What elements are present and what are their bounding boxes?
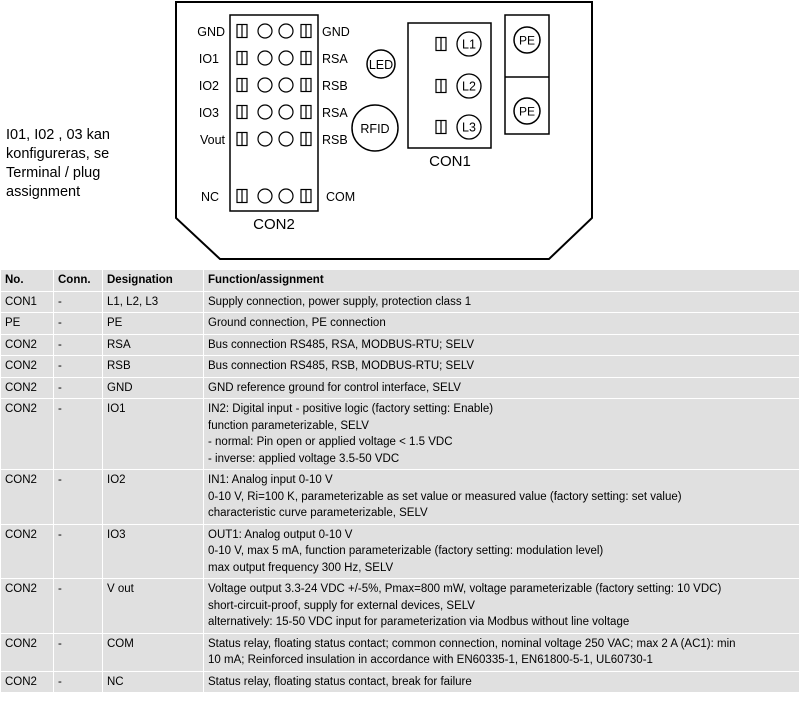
table-body	[1, 291, 800, 693]
function-line: 0-10 V, Ri=100 K, parameterizable as set value or measured value (factory setting: set value)	[208, 490, 682, 503]
function-line: Voltage output 3.3-24 VDC +/-5%, Pmax=800 mW, voltage parameterizable (factory setting: 10 VDC)	[208, 583, 722, 595]
con2-plug-pin	[237, 25, 247, 38]
side-note-line: Terminal / plug	[6, 165, 101, 181]
table-row	[1, 334, 800, 356]
table-row	[1, 356, 800, 378]
pe-label-1: PE	[518, 33, 536, 48]
function-line: IN2: Digital input - positive logic (factory setting: Enable)	[208, 403, 494, 415]
cell-designation: PE	[103, 313, 204, 335]
table-row	[1, 399, 800, 470]
header-designation: Designation	[103, 270, 204, 292]
con2-screw-terminal	[279, 105, 293, 119]
cell-designation: NC	[103, 671, 204, 693]
cell-no: CON2	[1, 470, 54, 525]
function-line: Supply connection, power supply, protection class 1	[208, 295, 472, 308]
cell-designation: L1, L2, L3	[103, 291, 204, 313]
cell-function	[204, 334, 800, 356]
cell-no: CON2	[1, 377, 54, 399]
con2-label-io3: IO3	[198, 106, 219, 120]
con2-screw-terminal	[279, 51, 293, 65]
cell-function	[204, 470, 800, 525]
con2-plug-pin	[237, 52, 247, 65]
cell-function	[204, 579, 800, 634]
con1-plug-pin	[436, 38, 446, 51]
cell-no: CON2	[1, 356, 54, 378]
cell-conn: -	[54, 377, 103, 399]
con2-plug-pin	[301, 79, 311, 92]
function-line: Ground connection, PE connection	[208, 317, 386, 329]
con2-plug-pin	[301, 25, 311, 38]
side-note-line: konfigureras, se	[6, 146, 110, 162]
cell-function	[204, 524, 800, 579]
cell-conn: -	[54, 313, 103, 335]
cell-conn: -	[54, 579, 103, 634]
cell-conn: -	[54, 524, 103, 579]
cell-conn: -	[54, 633, 103, 671]
con2-plug-pin	[301, 190, 311, 203]
table-row	[1, 291, 800, 313]
cell-no: CON2	[1, 334, 54, 356]
cell-designation: IO2	[103, 470, 204, 525]
header-no: No.	[1, 270, 54, 292]
con2-plug-pin	[301, 52, 311, 65]
function-line: Bus connection RS485, RSB, MODBUS-RTU; SELV	[208, 360, 475, 372]
con1-terminal-label: L3	[462, 120, 476, 135]
con1-pins	[436, 32, 481, 139]
cell-function	[204, 313, 800, 335]
con1-plug-pin	[436, 80, 446, 93]
con1-terminal-label: L2	[462, 79, 476, 94]
function-line: alternatively: 15-50 VDC input for parameterization via Modbus without line voltage	[208, 616, 630, 628]
con2-label-rsa-2: RSA	[322, 106, 348, 120]
function-line: IN1: Analog input 0-10 V	[208, 474, 333, 486]
function-line: function parameterizable, SELV	[208, 419, 369, 432]
con2-label-rsb-2: RSB	[322, 133, 348, 147]
con2-screw-terminal	[279, 132, 293, 146]
cell-function	[204, 633, 800, 671]
cell-function	[204, 399, 800, 470]
con2-screw-terminal	[258, 24, 272, 38]
con2-screw-terminal	[258, 78, 272, 92]
cell-no: CON2	[1, 399, 54, 470]
con2-screw-terminal	[258, 189, 272, 203]
cell-no: PE	[1, 313, 54, 335]
cell-function	[204, 671, 800, 693]
function-line: characteristic curve parameterizable, SELV	[208, 507, 428, 519]
rfid-label: RFID	[360, 122, 390, 136]
con2-screw-terminal	[258, 105, 272, 119]
cell-designation: IO3	[103, 524, 204, 579]
con2-plug-pin	[237, 190, 247, 203]
con2-label-rsb-1: RSB	[322, 79, 348, 93]
con2-label-rsa-1: RSA	[322, 52, 348, 66]
cell-no: CON1	[1, 291, 54, 313]
con2-screw-terminal	[258, 51, 272, 65]
function-line: GND reference ground for control interface, SELV	[208, 381, 461, 394]
table-row	[1, 524, 800, 579]
side-note-line: assignment	[6, 184, 81, 200]
con2-label-vout: Vout	[199, 133, 225, 147]
con2-screw-terminal	[279, 189, 293, 203]
cell-no: CON2	[1, 671, 54, 693]
terminal-assignment-table	[0, 269, 800, 693]
function-line: - inverse: applied voltage 3.5-50 VDC	[208, 452, 400, 465]
table-row	[1, 579, 800, 634]
con2-plug-pin	[237, 106, 247, 119]
cell-function	[204, 377, 800, 399]
con2-label-nc: NC	[200, 190, 219, 204]
con2-screw-terminal	[279, 78, 293, 92]
function-line: OUT1: Analog output 0-10 V	[208, 528, 353, 541]
side-note	[6, 126, 156, 202]
table-row	[1, 633, 800, 671]
con1-title: CON1	[429, 153, 471, 170]
con2-plug-pin	[237, 133, 247, 146]
con2-label-io2: IO2	[198, 79, 219, 93]
cell-designation: RSB	[103, 356, 204, 378]
function-line: Status relay, floating status contact; common connection, nominal voltage 250 VAC; max 2 A (AC1): min	[208, 637, 736, 650]
con2-plug-pin	[301, 106, 311, 119]
led-label: LED	[368, 58, 394, 72]
con2-label-gnd-left: GND	[197, 25, 225, 39]
table-row	[1, 377, 800, 399]
con2-label-io1: IO1	[198, 52, 219, 66]
table-row	[1, 671, 800, 693]
function-line: short-circuit-proof, supply for external devices, SELV	[208, 599, 475, 612]
table-row	[1, 313, 800, 335]
function-line: Bus connection RS485, RSA, MODBUS-RTU; SELV	[208, 338, 475, 351]
cell-conn: -	[54, 470, 103, 525]
con2-screw-terminal	[279, 24, 293, 38]
con2-plug-pin	[301, 133, 311, 146]
cell-conn: -	[54, 671, 103, 693]
cell-designation: GND	[103, 377, 204, 399]
side-note-line: I01, I02 , 03 kan	[6, 127, 110, 143]
cell-conn: -	[54, 291, 103, 313]
cell-no: CON2	[1, 524, 54, 579]
cell-designation: RSA	[103, 334, 204, 356]
con2-plug-pin	[237, 79, 247, 92]
function-line: Status relay, floating status contact, break for failure	[208, 675, 472, 688]
con1-terminal-label: L1	[462, 37, 476, 52]
cell-function	[204, 291, 800, 313]
cell-conn: -	[54, 399, 103, 470]
con1-plug-pin	[436, 121, 446, 134]
function-line: - normal: Pin open or applied voltage < 1.5 VDC	[208, 436, 453, 448]
cell-designation: IO1	[103, 399, 204, 470]
cell-no: CON2	[1, 579, 54, 634]
con2-title: CON2	[253, 216, 295, 233]
header-function: Function/assignment	[204, 270, 800, 292]
con2-label-com: COM	[326, 190, 356, 204]
cell-designation: V out	[103, 579, 204, 634]
cell-conn: -	[54, 356, 103, 378]
cell-no: CON2	[1, 633, 54, 671]
cell-conn: -	[54, 334, 103, 356]
function-line: 0-10 V, max 5 mA, function parameterizable (factory setting: modulation level)	[208, 545, 604, 557]
table-row	[1, 470, 800, 525]
function-line: 10 mA; Reinforced insulation in accordance with EN60335-1, EN61800-5-1, UL60730-1	[208, 654, 653, 666]
pe-label-2: PE	[518, 104, 536, 119]
con2-screw-terminal	[258, 132, 272, 146]
cell-designation: COM	[103, 633, 204, 671]
con2-label-gnd-right: GND	[322, 25, 350, 39]
function-line: max output frequency 300 Hz, SELV	[208, 561, 394, 574]
cell-function	[204, 356, 800, 378]
header-conn: Conn.	[54, 270, 103, 292]
table-header-row	[1, 270, 800, 292]
